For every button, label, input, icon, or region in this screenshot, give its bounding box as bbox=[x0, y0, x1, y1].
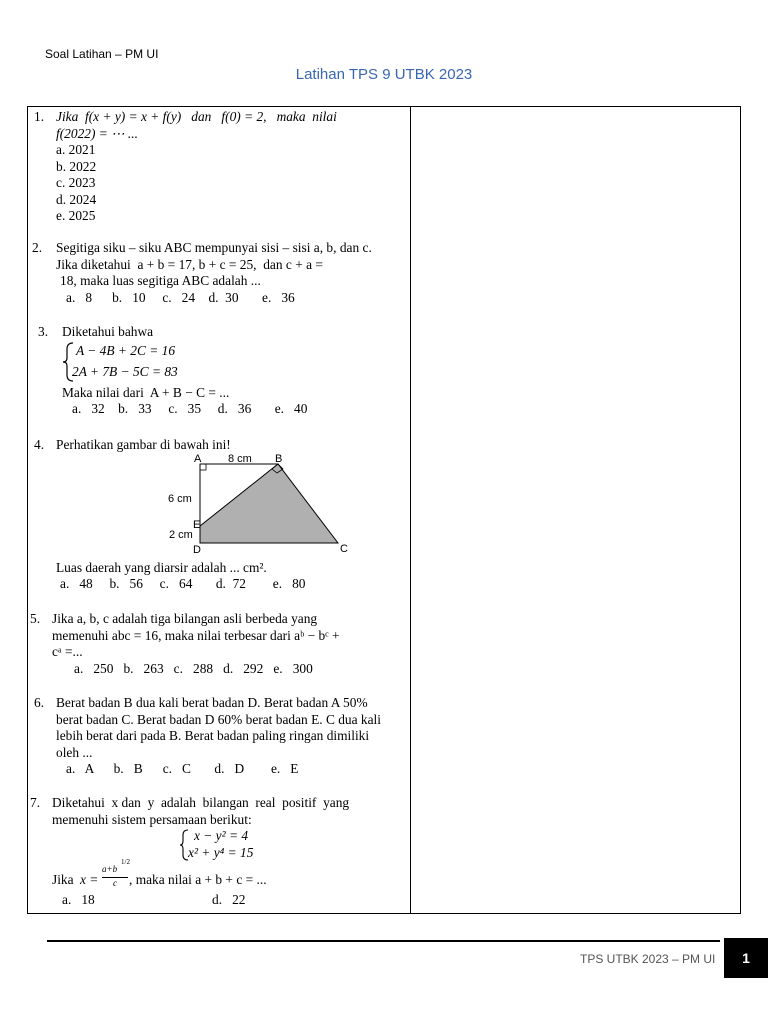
option[interactable]: d. 2024 bbox=[56, 191, 97, 207]
equation-system bbox=[62, 341, 412, 383]
trapezoid-figure bbox=[136, 452, 376, 558]
vertex-label: A bbox=[194, 452, 202, 465]
question-number: 2. bbox=[32, 240, 43, 255]
question-text: f(2022) = ⋯ ... bbox=[56, 125, 138, 141]
equation-system bbox=[52, 828, 406, 862]
option[interactable]: d. 22 bbox=[212, 892, 246, 907]
question-text: Maka nilai dari A + B − C = ... bbox=[62, 384, 230, 400]
question-number: 6. bbox=[34, 695, 45, 710]
question-text: Perhatikan gambar di bawah ini! bbox=[56, 437, 231, 452]
equation: x² + y⁴ = 15 bbox=[188, 845, 254, 860]
question-text: cᵃ =... bbox=[52, 644, 83, 659]
question-text: Jika f(x + y) = x + f(y) dan f(0) = 2, maka nilai bbox=[56, 109, 337, 124]
question-text: lebih berat dari pada B. Berat badan paling ringan dimiliki bbox=[56, 728, 370, 743]
page-number: 1 bbox=[724, 938, 768, 978]
answer-options[interactable]: a. A b. B c. C d. D e. E bbox=[66, 761, 299, 776]
question-text: oleh ... bbox=[56, 744, 93, 760]
option[interactable]: a. 2021 bbox=[56, 142, 96, 157]
question-number: 3. bbox=[38, 324, 49, 339]
option[interactable]: c. 2023 bbox=[56, 175, 96, 190]
answer-options[interactable]: a. 48 b. 56 c. 64 d. 72 e. 80 bbox=[60, 576, 306, 591]
question-text: berat badan C. Berat badan D 60% berat badan E. C dua kali bbox=[56, 711, 381, 727]
option[interactable]: e. 2025 bbox=[56, 208, 96, 223]
question-text: memenuhi sistem persamaan berikut: bbox=[52, 811, 252, 827]
vertex-label: C bbox=[340, 542, 348, 555]
question-text bbox=[52, 858, 406, 892]
dimension-label: 8 cm bbox=[228, 452, 252, 465]
question-text: Berat badan B dua kali berat badan D. Berat badan A 50% bbox=[56, 695, 368, 710]
question-text: Jika a, b, c adalah tiga bilangan asli berbeda yang bbox=[52, 611, 318, 626]
footer-text: TPS UTBK 2023 – PM UI bbox=[580, 952, 716, 966]
dimension-label: 6 cm bbox=[168, 492, 192, 505]
answer-options[interactable]: a. 250 b. 263 c. 288 d. 292 e. 300 bbox=[74, 660, 313, 676]
question-text: Diketahui bahwa bbox=[62, 324, 154, 339]
footer-rule bbox=[47, 940, 720, 942]
question-number: 5. bbox=[30, 611, 41, 626]
answer-options[interactable]: a. 8 b. 10 c. 24 d. 30 e. 36 bbox=[66, 289, 295, 305]
answer-options bbox=[52, 892, 406, 909]
question-text: Segitiga siku – siku ABC mempunyai sisi – sisi a, b, dan c. bbox=[56, 240, 372, 255]
question-text: Jika diketahui a + b = 17, b + c = 25, dan c + a = bbox=[56, 256, 323, 272]
question-text: memenuhi abc = 16, maka nilai terbesar dari aᵇ − bᶜ + bbox=[52, 627, 340, 643]
answer-options[interactable]: a. 32 b. 33 c. 35 d. 36 e. 40 bbox=[72, 401, 308, 416]
answer-options bbox=[56, 142, 406, 225]
question-text: Luas daerah yang diarsir adalah ... cm². bbox=[56, 559, 267, 575]
document-title: Latihan TPS 9 UTBK 2023 bbox=[295, 66, 473, 83]
vertex-label: E bbox=[193, 518, 201, 531]
question-number: 1. bbox=[34, 109, 45, 124]
equation: x − y² = 4 bbox=[194, 828, 249, 843]
question-number: 7. bbox=[30, 795, 41, 810]
option[interactable]: a. 18 bbox=[62, 892, 95, 907]
option[interactable]: b. 2022 bbox=[56, 158, 97, 174]
question-text: 18, maka luas segitiga ABC adalah ... bbox=[60, 273, 261, 288]
fraction-exponent: 1/2 bbox=[121, 858, 130, 866]
variable-x: x = bbox=[80, 872, 99, 887]
equation: 2A + 7B − 5C = 83 bbox=[72, 363, 178, 379]
question-text: Diketahui x dan y adalah bilangan real positif yang bbox=[52, 795, 350, 810]
question-number: 4. bbox=[34, 437, 45, 452]
question-text: Jika bbox=[52, 872, 77, 887]
column-divider bbox=[410, 106, 411, 914]
dimension-label: 2 cm bbox=[169, 528, 193, 541]
equation: A − 4B + 2C = 16 bbox=[76, 342, 176, 358]
vertex-label: B bbox=[275, 452, 283, 465]
fraction-numerator: a+b bbox=[102, 864, 118, 874]
vertex-label: D bbox=[193, 543, 201, 556]
header-label: Soal Latihan – PM UI bbox=[45, 47, 159, 61]
fraction-denominator: c bbox=[113, 878, 117, 888]
question-text: , maka nilai a + b + c = ... bbox=[129, 872, 267, 887]
